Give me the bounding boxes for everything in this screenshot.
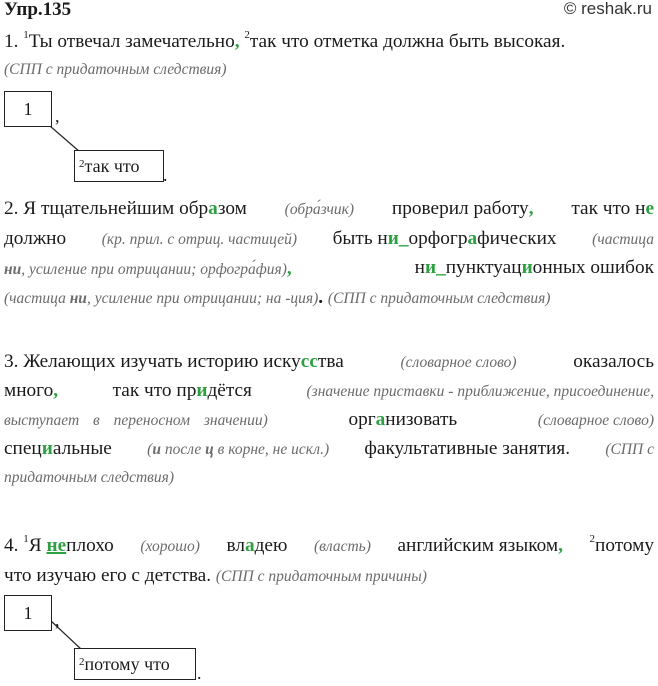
s2-line4: (частица ни, усиление при отрицании; на -ция). (СПП с придаточным следствия): [4, 287, 551, 308]
s3-line5: придаточным следствия): [4, 469, 175, 486]
watermark: © reshak.ru: [563, 0, 652, 18]
exercise-title: Упр.135: [4, 0, 72, 20]
scheme2-main-box: 1: [4, 595, 52, 631]
s4-line2: что изучаю его с детства. (СПП с придаточным причины): [4, 565, 427, 586]
s1-comment: (СПП с придаточным следствия): [4, 61, 227, 78]
scheme1-comma: ,: [55, 106, 60, 126]
s3-line3: выступает в переносном значении) организовать (словарное слово): [4, 409, 654, 430]
s3-line2: много, так что придётся (значение приставки - приближение, присоединение,: [4, 380, 654, 401]
scheme1-sub-box: $^2$так что: [74, 150, 164, 182]
s2-line2: должно (кр. прил. с отриц. частицей) быть ни_орфографических (частица: [4, 228, 654, 249]
scheme2-sub-box: $^2$потому что: [74, 648, 196, 680]
s3-line4: специальные (и после ц в корне, не искл.) факультативные занятия. (СПП с: [4, 438, 654, 459]
s1-line1: 1. $^1$Ты отвечал замечательно, $^2$так что отметка должна быть высокая.: [4, 29, 566, 52]
s2-line1: 2. Я тщательнейшим образом (обра́зчик) проверил работу, так что не: [4, 198, 654, 219]
s2-line3: ни, усиление при отрицании; орфогра́фия), ни_пунктуационных ошибок: [4, 257, 654, 279]
s3-line1: 3. Желающих изучать историю искусства (словарное слово) оказалось: [4, 351, 654, 372]
scheme2-comma: ,: [55, 610, 60, 630]
scheme2-dot: .: [197, 663, 202, 683]
s4-line1: 4. $^1$Я неплохо (хорошо) владею (власть) английским языком, $^2$потому: [4, 533, 654, 556]
scheme1-main-box: 1: [4, 91, 52, 127]
scheme1-dot: .: [163, 165, 168, 185]
